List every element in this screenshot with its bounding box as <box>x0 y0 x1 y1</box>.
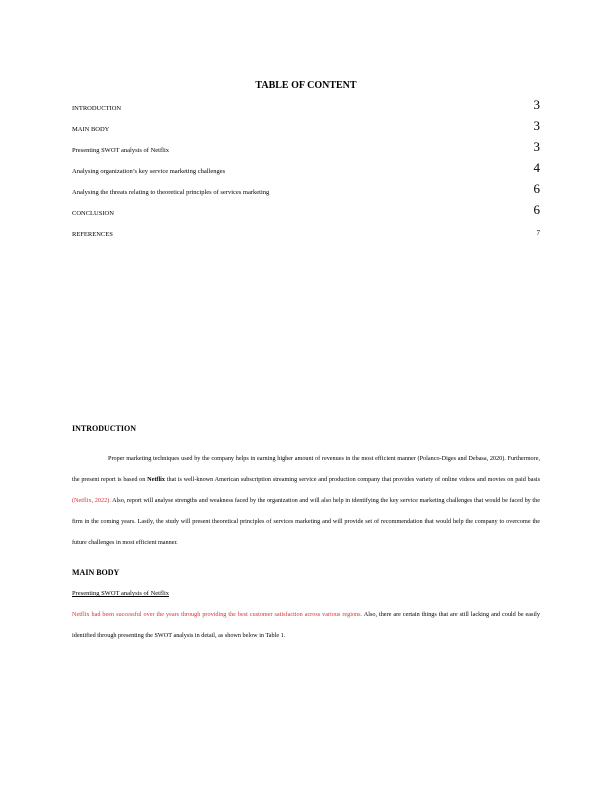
toc-entry-label: Analysing organization’s key service marketing challenges <box>72 168 226 175</box>
toc-entry-page: 3 <box>533 139 540 154</box>
toc-entry-label: INTRODUCTION <box>72 105 122 112</box>
toc-entry-label: Presenting SWOT analysis of Netflix <box>72 147 170 154</box>
toc-entry-page: 6 <box>533 181 540 196</box>
toc-entry[interactable] <box>72 161 542 175</box>
toc-entry-page: 7 <box>536 229 540 237</box>
toc-entry[interactable] <box>72 119 542 133</box>
toc-title: TABLE OF CONTENT <box>255 80 357 91</box>
toc-entry-page: 6 <box>533 202 540 217</box>
toc-entry-label: CONCLUSION <box>72 210 114 217</box>
swot-subheading: Presenting SWOT analysis of Netflix <box>72 590 170 597</box>
toc-entry[interactable] <box>72 203 542 217</box>
citation: (Netflix, 2022). <box>72 497 111 504</box>
introduction-heading: INTRODUCTION <box>72 424 137 433</box>
toc-entry-page: 3 <box>533 97 540 112</box>
toc-entry-page: 3 <box>533 118 540 133</box>
introduction-paragraph: Proper marketing techniques used by the company helps in earning higher amount of revenues in the most efficient manner (Polanco-Diges and Debasa, 2020). Furthermore, the present report is based on Netflix that is well-known American subscription streaming service and production company that provides variety of online videos and movies on paid basis (Netflix, 2022). Also, report will analyse strengths and weakness faced by the organization and will also help in identifying the key service marketing challenges that would be faced by the firm in the coming years. Lastly, the study will present theoretical principles of services marketing and will provide set of recommendation that would help the company to overcome the future challenges in most efficient manner. <box>72 455 540 546</box>
toc-entry-page: 4 <box>533 160 540 175</box>
main-body-heading: MAIN BODY <box>72 568 120 577</box>
toc-entry[interactable] <box>72 140 542 154</box>
swot-paragraph: Netflix had been successful over the years through providing the best customer satisfaction across various regions. Also, there are certain things that are still lacking and could be easily identified through presenting the SWOT analysis in detail, as shown below in Table 1. <box>72 611 540 639</box>
toc-entry[interactable] <box>72 224 542 238</box>
highlighted-text: Netflix had been successful over the years through providing the best customer satisfaction across various regions. <box>72 611 363 618</box>
toc-entry-label: Analysing the threats relating to theoretical principles of services marketing <box>72 189 270 196</box>
toc-entry[interactable] <box>72 182 542 196</box>
company-name: Netflix <box>147 476 165 483</box>
toc-entry-label: MAIN BODY <box>72 126 110 133</box>
toc-entry-label: REFERENCES <box>72 231 113 238</box>
toc-entry[interactable] <box>72 98 542 112</box>
